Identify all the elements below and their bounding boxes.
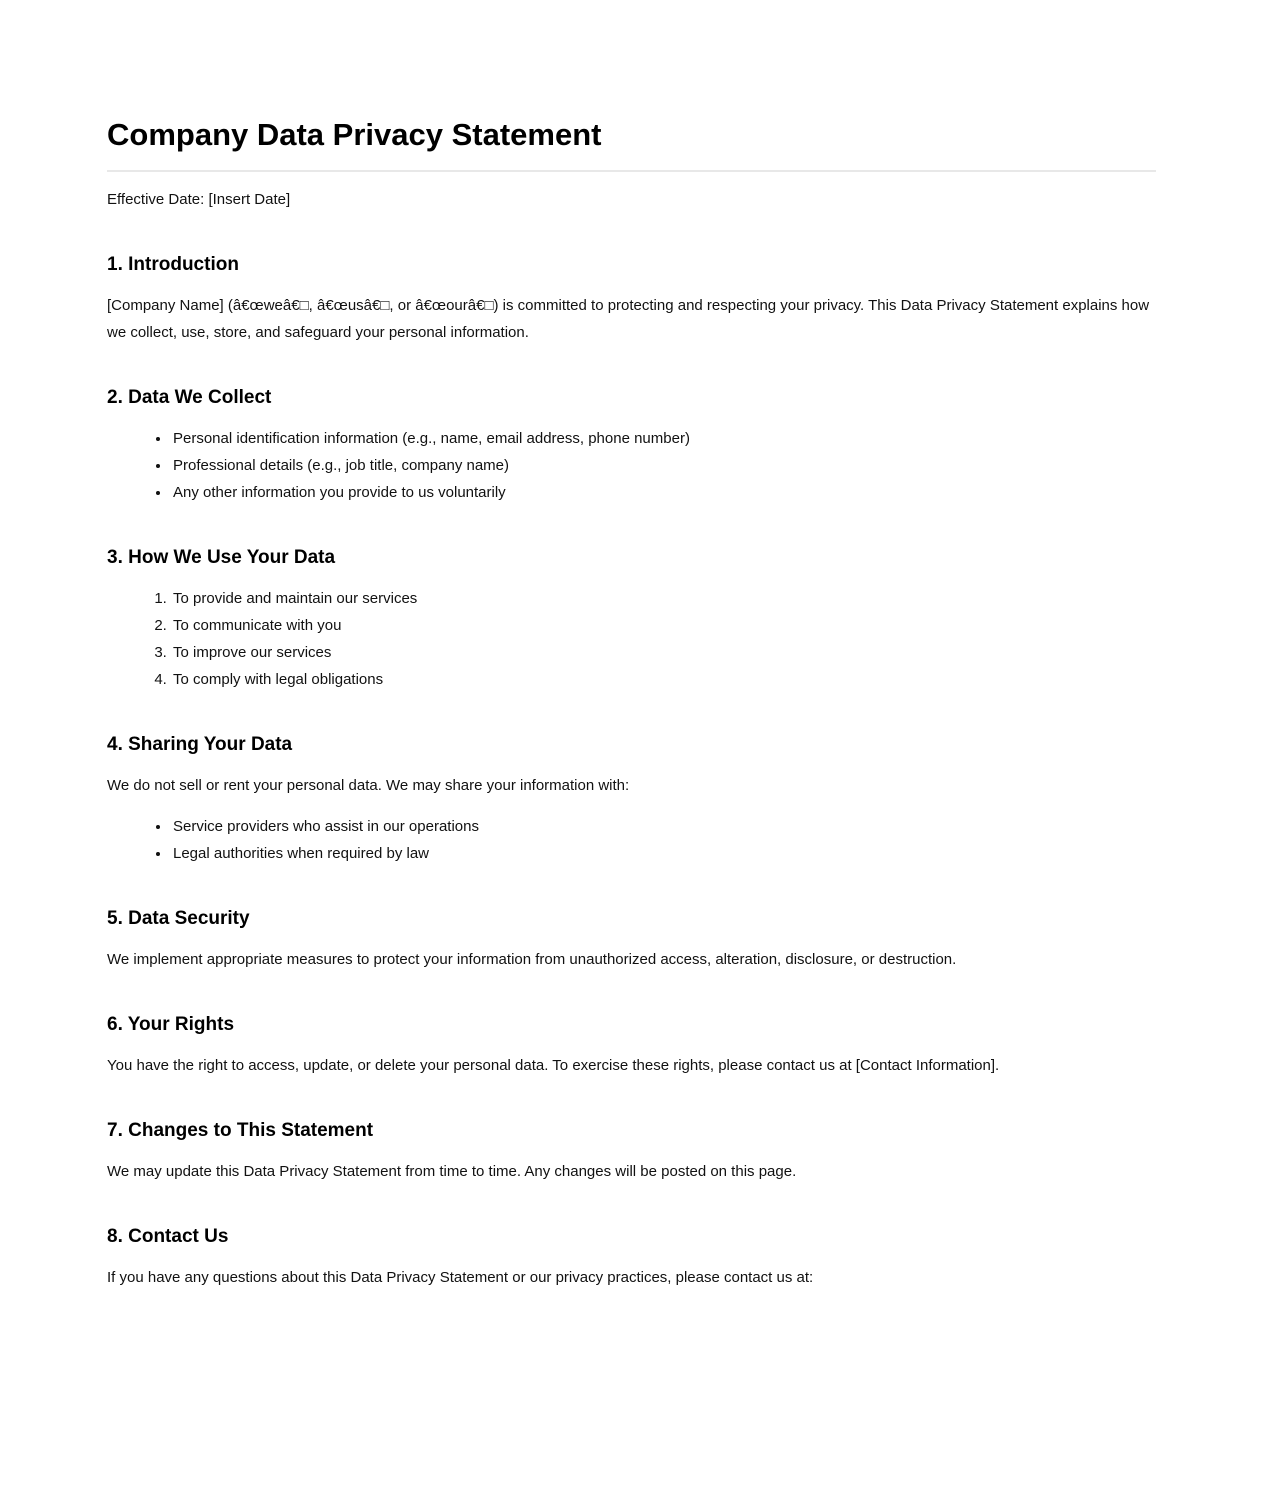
section-changes-to-this-statement	[107, 1117, 1156, 1185]
list-item: 3. To improve our services	[171, 639, 1156, 666]
section-heading-changes-to-this-statement: 7. Changes to This Statement	[107, 1120, 374, 1141]
section-sharing-your-data	[107, 731, 1156, 867]
list-item: 2. To communicate with you	[171, 612, 1156, 639]
section-your-rights	[107, 1011, 1156, 1079]
section-introduction	[107, 251, 1156, 346]
page-title: Company Data Privacy Statement	[107, 117, 602, 152]
section-paragraph: You have the right to access, update, or delete your personal data. To exercise these rights, please contact us at [Contact Information].	[107, 1057, 1000, 1074]
how-we-use-list	[107, 585, 1156, 693]
list-item: 1. To provide and maintain our services	[171, 585, 1156, 612]
section-heading-introduction: 1. Introduction	[107, 254, 239, 275]
section-heading-data-security: 5. Data Security	[107, 908, 250, 929]
list-item: • Service providers who assist in our operations	[171, 813, 1156, 840]
section-paragraph: If you have any questions about this Data Privacy Statement or our privacy practices, please contact us at:	[107, 1269, 814, 1286]
privacy-statement-document	[107, 0, 1156, 1489]
section-paragraph: We may update this Data Privacy Statement from time to time. Any changes will be posted on this page.	[107, 1163, 797, 1180]
list-item: • Any other information you provide to us voluntarily	[171, 479, 1156, 506]
list-item: • Legal authorities when required by law	[171, 840, 1156, 867]
section-heading-data-we-collect: 2. Data We Collect	[107, 387, 272, 408]
section-heading-how-we-use-your-data: 3. How We Use Your Data	[107, 547, 336, 568]
section-how-we-use-your-data	[107, 544, 1156, 693]
list-item: • Professional details (e.g., job title, company name)	[171, 452, 1156, 479]
section-paragraph: [Company Name] (â€œweâ€□, â€œusâ€□, or â€œourâ€□) is committed to protecting and respecting your privacy. This Data Privacy Statement explains how we collect, use, store, and safeguard your personal information.	[107, 297, 1150, 341]
section-heading-sharing-your-data: 4. Sharing Your Data	[107, 734, 293, 755]
section-data-we-collect	[107, 384, 1156, 506]
section-data-security	[107, 905, 1156, 973]
section-heading-contact-us: 8. Contact Us	[107, 1226, 229, 1247]
section-contact-us	[107, 1223, 1156, 1291]
list-item: 4. To comply with legal obligations	[171, 666, 1156, 693]
sharing-list	[107, 813, 1156, 867]
section-heading-your-rights: 6. Your Rights	[107, 1014, 235, 1035]
data-we-collect-list	[107, 425, 1156, 506]
section-paragraph: We implement appropriate measures to protect your information from unauthorized access, alteration, disclosure, or destruction.	[107, 951, 957, 968]
section-paragraph: We do not sell or rent your personal data. We may share your information with:	[107, 777, 630, 794]
list-item: • Personal identification information (e.g., name, email address, phone number)	[171, 425, 1156, 452]
effective-date: Effective Date: [Insert Date]	[107, 191, 291, 208]
title-divider	[107, 170, 1156, 172]
